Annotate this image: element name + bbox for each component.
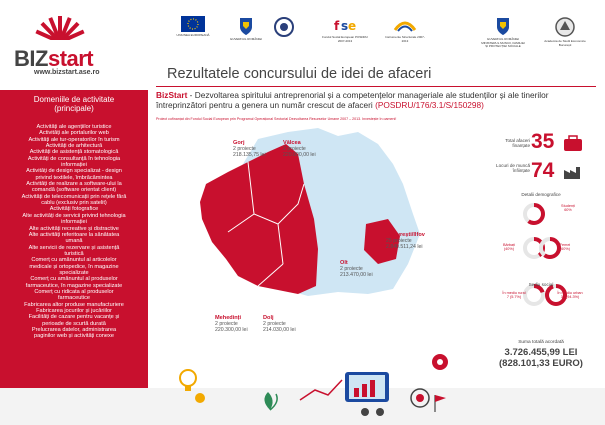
logo-instrumente: [382, 16, 428, 43]
project-description: [156, 90, 596, 110]
activity-item: Prelucrarea datelor, administrarea: [31, 327, 117, 333]
activity-item: Comerț cu amănuntul al articolelor: [31, 257, 117, 264]
activity-item: paginilor web și activități conexe: [34, 333, 114, 340]
activity-item: umană: [65, 238, 83, 245]
activity-list: [8, 124, 140, 340]
page-title: Rezultatele concursului de idei de afaceri: [167, 66, 432, 82]
activity-item: Fabricarea altor produse manufacturiere: [24, 301, 124, 308]
website-url[interactable]: www.bizstart.ase.ro: [34, 69, 100, 76]
dollar-icon: [195, 393, 205, 403]
region-dolj-name: Dolj: [263, 315, 274, 321]
financed-label: Total afaceri finanțate: [505, 138, 530, 149]
region-mehedinti-amount: 220.300,00 lei: [215, 327, 248, 334]
activity-item: informației: [61, 162, 87, 169]
activity-item: Facilități de cazare pentru vacanțe și: [28, 314, 120, 321]
region-valcea-projects: 2 proiecte: [283, 146, 306, 153]
tablet-icon: [345, 372, 389, 402]
logo-eu-caption: UNIUNEA EUROPEANĂ: [176, 33, 210, 37]
region-bucuresti-amount: 2.840.511,24 lei: [386, 244, 423, 251]
logo-eu: [170, 16, 216, 38]
title-divider: [156, 86, 596, 87]
region-valcea-name: Vâlcea: [283, 140, 301, 146]
brand-part2: start: [47, 46, 94, 71]
region-dolj-projects: 2 proiecte: [263, 321, 286, 328]
activity-item: Activități de consultanță în tehnologia: [27, 155, 121, 162]
rural-label: În mediu rural 7 (5.7%): [502, 291, 526, 300]
region-bucuresti-name: București/Ilfov: [386, 232, 425, 238]
region-gorj-amount: 218.135,75 lei: [233, 152, 266, 159]
activity-item: farmaceutice, în magazine specializate: [25, 282, 123, 289]
factory-icon: [562, 164, 584, 180]
activity-item: perioade de scurtă durată: [42, 320, 106, 327]
region-gorj-name: Gorj: [233, 140, 245, 146]
env-title: Sediu social: [528, 282, 554, 287]
region-mehedinti-projects: 2 proiecte: [215, 321, 238, 328]
activity-item: Comerț cu amănuntul al produselor: [30, 276, 118, 283]
activity-item: Comerț cu ridicata al produselor: [34, 288, 114, 295]
svg-text:f: f: [334, 19, 340, 33]
people-icon: [361, 408, 384, 416]
logo-ministry-labour: [480, 16, 526, 49]
lightbulb-icon: [180, 370, 196, 391]
region-valcea: [283, 140, 316, 159]
svg-text:s: s: [341, 19, 349, 33]
gear-icon: [432, 354, 448, 370]
logo-ministry: [273, 16, 295, 38]
logo-gov-caption: GUVERNUL ROMÂNIEI: [229, 37, 263, 41]
activity-item: Activități de design specializat - design: [26, 168, 122, 175]
logo-ase-caption: Academia de Studii Economice București: [544, 39, 586, 47]
project-desc-text: - Dezvoltarea spiritului antreprenorial și a competențelor manageriale ale studenților și ale tinerilor întreprinzători pentru a genera un număr crescut de afaceri: [156, 90, 549, 110]
demo-title: Detalii demografice: [521, 192, 561, 197]
total-eur: (828.101,33 EURO): [499, 358, 583, 369]
region-mehedinti-name: Mehedinți: [215, 315, 242, 321]
instrumente-structurale-icon: [392, 16, 418, 34]
map-oltenia-region: [200, 144, 318, 294]
activity-item: turistică: [64, 250, 84, 257]
activity-item: Activități ale tur-operatorilor în turism: [28, 136, 120, 143]
activity-item: Activități fotografice: [49, 206, 99, 213]
romania-coat-of-arms-icon: [495, 16, 511, 36]
region-olt: [340, 260, 373, 279]
region-valcea-amount: 220.000,00 lei: [283, 152, 316, 159]
activity-item: Activități de asistență stomatologică: [29, 149, 119, 156]
region-gorj: [233, 140, 266, 159]
sunburst-logo-icon: [30, 12, 90, 46]
chart-icon: [300, 380, 342, 400]
activity-item: comandă (software orientat client): [31, 187, 117, 194]
romania-coat-of-arms-icon: [238, 16, 254, 36]
financed-value: 35: [531, 130, 555, 153]
logo-gov: [223, 16, 269, 42]
urban-label: În mediu urban 33 (94.3%): [557, 291, 583, 300]
eu-flag-icon: [181, 16, 205, 32]
activity-item: cablu (exclusiv prin satelit): [41, 200, 107, 207]
region-dolj-amount: 214.030,00 lei: [263, 327, 296, 334]
brand-part1: BIZ: [14, 46, 48, 71]
svg-text:e: e: [348, 19, 357, 33]
region-olt-projects: 2 proiecte: [340, 266, 363, 273]
region-gorj-projects: 2 proiecte: [233, 146, 256, 153]
target-icon: [411, 389, 429, 407]
jobs-label: Locuri de muncă înființate: [496, 163, 530, 174]
business-illustration: [150, 340, 490, 425]
activity-sidebar: [0, 90, 148, 390]
logo-instrumente-caption: Instrumente Structurale 2007-2013: [385, 35, 425, 43]
activity-item: Alte activități referitoare la sănătatea: [28, 231, 120, 238]
students-label: Studenți 60%: [561, 204, 575, 213]
activity-item: Activități de arhitectură: [45, 143, 103, 150]
logo-fse-caption: Fondul Social European POSDRU 2007-2013: [322, 35, 368, 43]
region-bucuresti-projects: 25 proiecte: [386, 238, 412, 245]
activity-item: specializate: [59, 269, 89, 276]
total-label: Suma totală acordată: [518, 340, 564, 345]
jobs-value: 74: [531, 159, 555, 182]
brand-logo: [30, 12, 90, 46]
region-olt-amount: 213.470,00 lei: [340, 272, 373, 279]
ministry-seal-icon: [273, 16, 295, 38]
activity-item: informației: [61, 219, 87, 226]
activity-item: Alte activități de servicii privind tehnologia: [22, 212, 126, 219]
total-lei: 3.726.455,99 LEI: [504, 347, 578, 358]
sidebar-title: Domeniile de activitate (principale): [33, 95, 115, 113]
region-bucuresti: [386, 232, 425, 251]
logo-fse: [322, 16, 368, 43]
activity-item: Alte servicii de rezervare și asistență: [28, 244, 120, 251]
activity-item: farmaceutice: [57, 295, 91, 302]
activity-item: Activități ale portalurilor web: [39, 130, 109, 137]
region-dolj: [263, 315, 296, 334]
activity-item: Activități de telecomunicații prin rețele fără: [21, 193, 127, 200]
activity-item: Alte activități recreative și distractive: [29, 225, 119, 232]
activity-item: Activități ale agențiilor turistice: [36, 124, 112, 130]
logo-ministry-labour-caption: GUVERNUL ROMÂNIEI MINISTERUL MUNCII, FAMILIEI ȘI PROTECȚIEI SOCIALE: [481, 37, 525, 49]
region-mehedinti: [215, 315, 248, 334]
demographic-donuts: [510, 200, 590, 320]
plant-icon: [264, 392, 277, 410]
activity-item: medicale și ortopedice, în magazine: [29, 263, 119, 270]
activity-item: privind textilele, îmbrăcămintea: [35, 174, 113, 181]
partner-logos: [160, 16, 605, 62]
briefcase-icon: [562, 134, 584, 152]
activity-item: Activități de realizare a software-ului la: [26, 181, 122, 188]
fse-logo-icon: [332, 16, 358, 34]
cofinance-note: Proiect cofinanțat din Fondul Social European prin Programul Operațional Sectorial Dezvoltarea Resurselor Umane 2007 – 2013. Investește în oameni!: [156, 117, 397, 121]
project-code: (POSDRU/176/3.1/S/150298): [375, 100, 484, 110]
logo-ase: [542, 16, 588, 47]
students-donut: [525, 205, 543, 223]
ase-seal-icon: [554, 16, 576, 38]
flag-icon: [435, 395, 446, 412]
female-label: Femei (60%): [559, 243, 571, 252]
project-name: BizStart: [156, 90, 188, 100]
activity-item: Fabricarea jocurilor și jucăriilor: [36, 307, 112, 314]
male-label: Bărbați (40%): [502, 243, 516, 252]
region-olt-name: Olt: [340, 260, 348, 266]
